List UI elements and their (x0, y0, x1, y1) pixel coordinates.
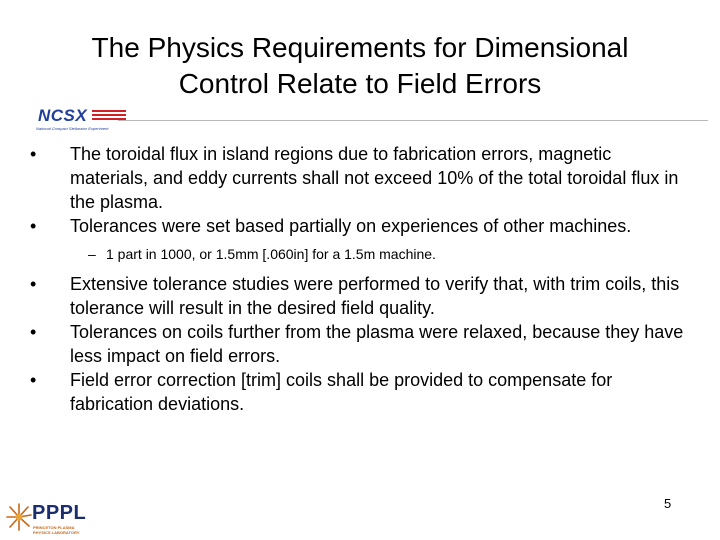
slide-body (28, 142, 688, 416)
bullet-text: The toroidal flux in island regions due to fabrication errors, magnetic materials, and eddy currents shall not exceed 10% of the total toroidal flux in the plasma. (70, 144, 679, 212)
pppl-sunburst-icon (6, 502, 32, 532)
bullet-text: Field error correction [trim] coils shall be provided to compensate for fabrication deviations. (70, 370, 613, 414)
bullet-marker: • (30, 274, 37, 294)
bullet-marker: • (30, 144, 37, 164)
title-line-2: Control Relate to Field Errors (178, 68, 542, 99)
sub-bullet-item (28, 244, 688, 264)
bullet-item (28, 142, 688, 214)
ncsx-logo-subtitle: National Compact Stellarator Experiment (36, 126, 109, 131)
bullet-item (28, 272, 688, 320)
bullet-text: Extensive tolerance studies were performed to verify that, with trim coils, this tolerance will result in the desired field quality. (70, 274, 680, 318)
pppl-logo-subtitle (33, 525, 79, 535)
bullet-item (28, 214, 688, 238)
title-line-1: The Physics Requirements for Dimensional (91, 32, 629, 63)
bullet-item (28, 368, 688, 416)
ncsx-logo-text: NCSX (38, 106, 88, 125)
pppl-logo-text: PPPL (32, 502, 87, 524)
slide-title (30, 30, 690, 102)
sub-bullet-text: 1 part in 1000, or 1.5mm [.060in] for a 1.5m machine. (106, 246, 436, 262)
bullet-marker: • (30, 216, 37, 236)
header-divider (118, 120, 708, 121)
bullet-text: Tolerances were set based partially on experiences of other machines. (70, 216, 632, 236)
pppl-logo (6, 500, 96, 538)
bullet-marker: • (30, 322, 37, 342)
pppl-subtitle-line-1: PRINCETON PLASMA (33, 525, 75, 530)
ncsx-logo (34, 108, 130, 136)
bullet-marker: • (30, 370, 37, 390)
bullet-item (28, 320, 688, 368)
page-number: 5 (664, 496, 672, 511)
pppl-subtitle-line-2: PHYSICS LABORATORY (33, 530, 80, 535)
sub-bullet-marker: – (88, 246, 96, 262)
ncsx-stripes-icon (92, 110, 126, 124)
bullet-text: Tolerances on coils further from the plasma were relaxed, because they have less impact on field errors. (70, 322, 684, 366)
